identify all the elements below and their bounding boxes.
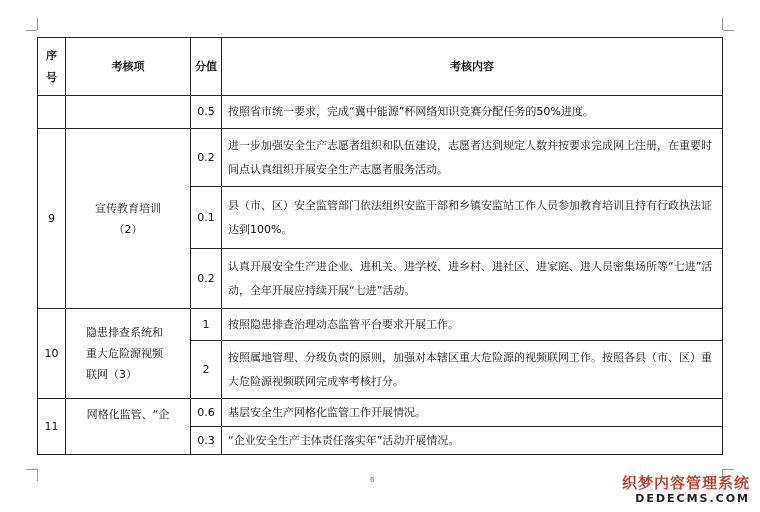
- item-text: 宣传教育培训（2）: [95, 201, 161, 236]
- score-cell: 0.3: [191, 427, 222, 455]
- score-cell: 0.6: [191, 399, 222, 427]
- header-score: 分值: [191, 38, 222, 96]
- table-row: [38, 399, 723, 427]
- content-cell: [222, 187, 723, 249]
- score-cell: 1: [191, 309, 222, 341]
- watermark-domain: DEDECMS.COM: [635, 492, 750, 505]
- table-row: [38, 309, 723, 341]
- seq-cell: 10: [38, 309, 66, 399]
- crop-mark-bottom-right-h: [723, 469, 734, 470]
- score-cell: 0.2: [191, 129, 222, 187]
- score-cell: 0.5: [191, 96, 222, 129]
- score-cell: 0.2: [191, 249, 222, 309]
- content-cell: [222, 341, 723, 399]
- crop-mark-top-left-h: [26, 30, 37, 31]
- seq-cell: 9: [38, 129, 66, 309]
- seq-cell: [38, 96, 66, 129]
- content-text: “企业安全生产主体责任落实年”活动开展情况。: [228, 433, 460, 447]
- seq-cell: 11: [38, 399, 66, 455]
- crop-mark-top-right-h: [723, 30, 734, 31]
- table-row: [38, 96, 723, 129]
- page-number: 6: [370, 476, 375, 484]
- crop-mark-top-right-v: [722, 18, 723, 30]
- content-cell: [222, 96, 723, 129]
- content-text: 县（市、区）安全监管部门依法组织安监干部和乡镇安监站工作人员参加教育培训且持有行政执法证达到100%。: [228, 198, 712, 236]
- item-cell: [66, 129, 191, 309]
- content-cell: [222, 129, 723, 187]
- content-text: 按照属地管理、分级负责的原则，加强对本辖区重大危险源的视频联网工作。按照各县（市、区）重大危险源视频联网完成率考核打分。: [228, 350, 712, 388]
- content-cell: [222, 309, 723, 341]
- content-text: 进一步加强安全生产志愿者组织和队伍建设，志愿者达到规定人数并按要求完成网上注册，在重要时间点认真组织开展安全生产志愿者服务活动。: [228, 138, 712, 176]
- watermark-title: 织梦内容管理系统: [621, 474, 750, 492]
- table-row: [38, 129, 723, 187]
- content-cell: [222, 399, 723, 427]
- score-cell: 0.1: [191, 187, 222, 249]
- header-seq: 序号: [38, 38, 66, 96]
- item-text: 隐患排查系统和重大危险源视频联网（3）: [86, 326, 163, 381]
- score-cell: 2: [191, 341, 222, 399]
- header-content: 考核内容: [222, 38, 723, 96]
- content-text: 按照隐患排查治理动态监管平台要求开展工作。: [228, 317, 459, 331]
- crop-mark-top-left-v: [37, 18, 38, 30]
- item-cell: [66, 96, 191, 129]
- content-text: 按照省市统一要求，完成“冀中能源”杯网络知识竞赛分配任务的50%进度。: [228, 105, 594, 118]
- crop-mark-bottom-left-h: [26, 469, 37, 470]
- item-cell: 网格化监管、“企: [66, 399, 191, 455]
- assessment-table: [37, 37, 723, 455]
- header-item: 考核项: [66, 38, 191, 96]
- table-header-row: [38, 38, 723, 96]
- content-cell: [222, 427, 723, 455]
- content-text: 认真开展安全生产进企业、进机关、进学校、进乡村、进社区、进家庭、进人员密集场所等“七进”活动，全年开展应持续开展“七进”活动。: [228, 259, 713, 297]
- crop-mark-bottom-left-v: [37, 469, 38, 481]
- item-cell: [66, 309, 191, 399]
- content-text: 基层安全生产网格化监管工作开展情况。: [228, 405, 426, 419]
- content-cell: [222, 249, 723, 309]
